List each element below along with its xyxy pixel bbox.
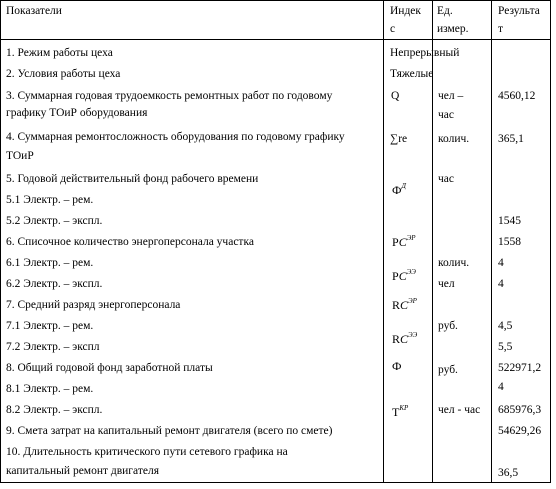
row-5-2-label: 5.2 Электр. – экспл. [6,215,103,227]
column-divider [491,1,492,482]
row-1-result: Непрерывный [390,47,460,59]
row-9-label: 9. Смета затрат на капитальный ремонт двигателя (всего по смете) [6,425,333,437]
row-10-value: 36,5 [498,467,519,479]
row-8-1-value: 4 [498,381,504,393]
row-5-label: 5. Годовой действительный фонд рабочего времени [6,173,259,185]
row-7-1-index: $RС^{ЭЭ}$ [392,331,418,346]
row-8-unit: руб. [438,364,458,376]
row-9-value: 54629,26 [498,425,542,437]
row-6-index: $РС^{ЭР}$ [392,234,416,249]
row-6-label: 6. Списочное количество энергоперсонала участка [6,236,254,248]
row-8-2-unit: чел - час [438,404,481,416]
row-6-1-value: 4 [498,257,504,269]
row-6-value: 1558 [498,236,521,248]
header-result: Результа [498,5,540,17]
row-6-1-label: 6.1 Электр. – рем. [6,257,94,269]
row-8-2-index: $Т^{КР}$ [392,404,409,419]
column-divider [383,1,384,482]
row-7-label: 7. Средний разряд энергоперсонала [6,299,181,311]
row-6-2-label: 6.2 Электр. – экспл. [6,278,103,290]
header-unit: Ед. [437,5,453,17]
row-5-2-value: 1545 [498,215,521,227]
header-index-cont: с [390,23,396,35]
row-7-2-label: 7.2 Электр. – экспл [6,341,100,353]
row-3-label: 3. Суммарная годовая трудоемкость ремонтных работ по годовому [6,90,333,102]
row-3-index: Q [391,90,400,102]
row-10-label: 10. Длительность критического пути сетевого графика на [6,446,288,458]
row-1-label: 1. Режим работы цеха [6,47,113,59]
row-5-1-label: 5.1 Электр. – рем. [6,194,94,206]
row-5-index: $Ф^Д$ [392,182,406,197]
row-8-value: 522971,2 [498,362,542,374]
row-5-unit: час [438,173,454,185]
row-4-value: 365,1 [498,133,524,145]
row-4-label-cont: ТОиР [6,150,34,162]
row-7-1-value: 4,5 [498,320,513,332]
row-7-1-unit: руб. [438,320,458,332]
row-8-1-label: 8.1 Электр. – рем. [6,383,94,395]
header-index: Индек [390,5,422,17]
row-6-2-unit: чел [438,278,455,290]
row-8-index: Ф [392,359,402,373]
header-result-cont: т [498,23,504,35]
row-2-result: Тяжелые [390,68,434,80]
row-3-value: 4560,12 [498,90,536,102]
row-2-label: 2. Условия работы цеха [6,68,121,80]
header-indicators: Показатели [6,5,62,17]
row-7-index: $RС^{ЭР}$ [392,297,417,312]
header-divider [1,39,550,40]
row-7-1-label: 7.1 Электр. – рем. [6,320,94,332]
row-6-2-value: 4 [498,278,504,290]
row-4-unit: колич. [438,133,470,145]
row-8-label: 8. Общий годовой фонд заработной платы [6,362,213,374]
row-8-2-label: 8.2 Электр. – экспл. [6,404,103,416]
header-unit-cont: измер. [437,23,469,35]
row-7-2-value: 5,5 [498,341,513,353]
row-6-1-index: $РС^{ЭЭ}$ [392,268,416,283]
row-4-label: 4. Суммарная ремонтосложность оборудования по годовому графику [6,131,345,143]
row-4-index: ∑re [390,133,408,145]
row-3-unit-cont: час [438,109,454,121]
row-3-label-cont: графику ТОиР оборудования [6,107,148,119]
row-8-2-value: 685976,3 [498,404,542,416]
row-6-1-unit: колич. [438,257,470,269]
row-3-unit: чел – [438,90,464,102]
row-10-label-cont: капитальный ремонт двигателя [6,465,159,477]
